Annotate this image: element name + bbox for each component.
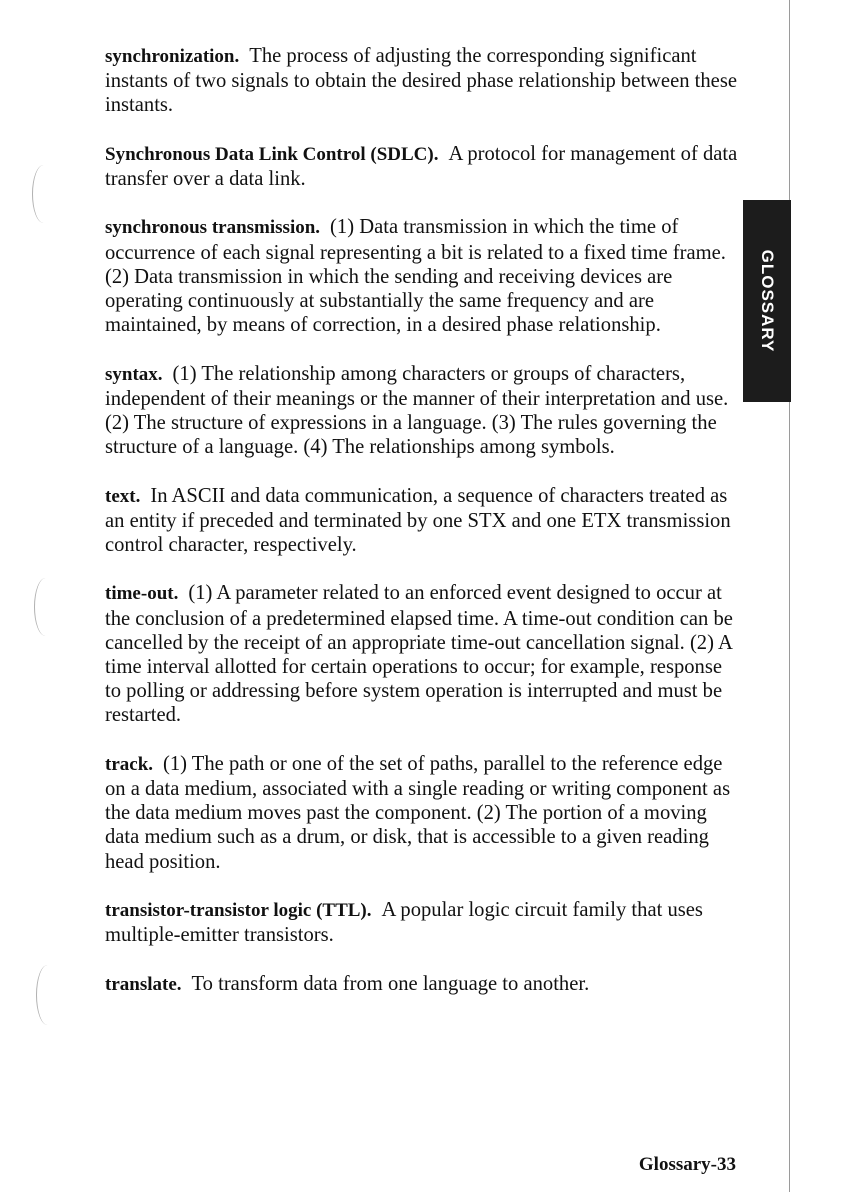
section-tab-label: GLOSSARY [758,249,777,353]
glossary-term: text. [105,485,141,507]
glossary-definition: (1) A parameter related to an enforced event designed to occur at the conclusion of a predetermined elapsed time. A time-out condition can be cancelled by the receipt of an appropriate time-out cancellation signal. (2) A time interval allotted for certain operations to occur; for example, response to polling or addressing before system operation is interrupted and must be restarted. [105,582,733,727]
glossary-term: track. [105,753,154,775]
glossary-definition: A protocol for management of data transfer over a data link. [105,142,738,190]
binder-hole-mark [36,965,59,1025]
glossary-entry [105,898,743,947]
glossary-term: time-out. [105,583,179,605]
binder-hole-mark [32,165,55,223]
section-tab [743,200,791,402]
glossary-entry [105,142,743,191]
glossary-entry [105,581,743,727]
glossary-entry [105,362,743,460]
glossary-term: Synchronous Data Link Control (SDLC). [105,143,439,165]
glossary-term: transistor-transistor logic (TTL). [105,900,372,921]
binder-hole-mark [34,578,57,636]
glossary-term: translate. [105,973,182,995]
page-number: Glossary-33 [638,1154,736,1175]
glossary-entry [105,972,743,997]
glossary-term: syntax. [105,363,163,385]
page-edge-line [789,0,790,1192]
glossary-definition: In ASCII and data communication, a sequence of characters treated as an entity if preceded and terminated by one STX and one ETX transmission control character, respectively. [105,484,731,556]
glossary-entry [105,484,743,558]
glossary-term: synchronous transmission. [105,217,321,239]
glossary-definition: (1) The path or one of the set of paths, parallel to the reference edge on a data medium, associated with a single reading or writing component as the data medium moves past the component. (2) The portion of a moving data medium such as a drum, or disk, that is accessible to a given reading head position. [105,752,731,873]
glossary-entry [105,215,743,337]
glossary-term: synchronization. [105,46,240,67]
glossary-entry [105,752,743,874]
glossary-definition: The process of adjusting the corresponding significant instants of two signals to obtain the desired phase relationship between these instants. [105,45,737,117]
glossary-entries [105,44,743,1021]
glossary-definition: (1) The relationship among characters or groups of characters, independent of their meanings or the manner of their interpretation and use. (2) The structure of expressions in a language. (3) The rules governing the structure of a language. (4) The relationships among symbols. [105,362,729,459]
glossary-definition: (1) Data transmission in which the time of occurrence of each signal representing a bit is related to a fixed time frame. (2) Data transmission in which the sending and receiving devices are operating continuously at substantially the same frequency and are maintained, by means of correction, in a desired phase relationship. [105,216,726,337]
glossary-definition: A popular logic circuit family that uses multiple-emitter transistors. [105,899,703,947]
glossary-entry [105,44,743,118]
glossary-definition: To transform data from one language to another. [191,972,590,995]
